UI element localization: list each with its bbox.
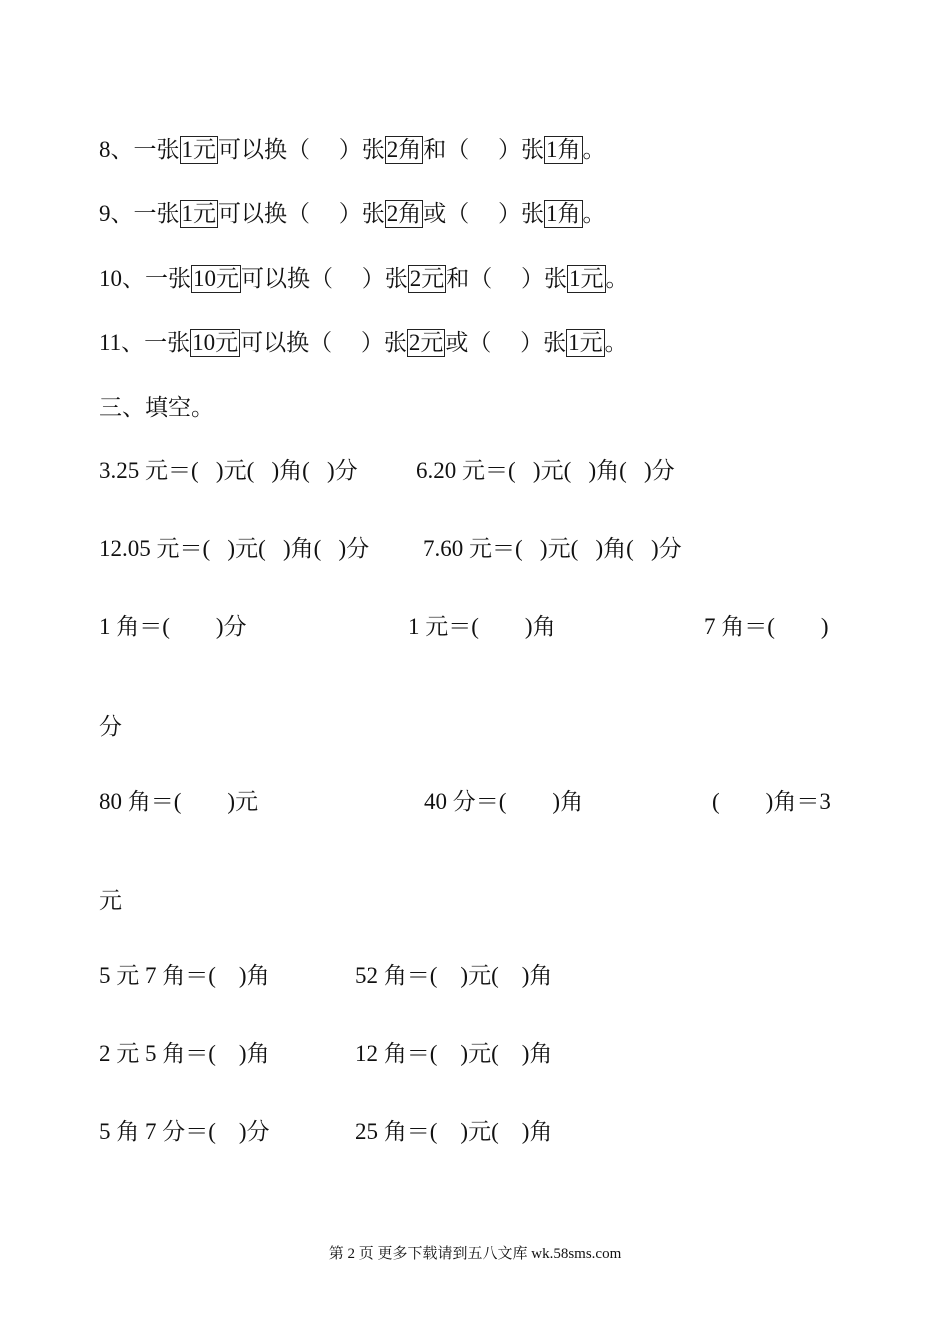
question-11 <box>99 328 628 358</box>
question-text: 或（ ）张 <box>423 201 544 226</box>
question-text: 。 <box>582 137 606 162</box>
question-text: 。 <box>582 201 606 226</box>
fill-item: 12 角＝( )元( )角 <box>355 1041 553 1066</box>
fill-item-wrap: 分 <box>99 714 122 739</box>
question-text: 或（ ）张 <box>445 330 567 355</box>
question-text: 10、一张 <box>99 266 191 291</box>
question-text: 8、一张 <box>99 137 180 162</box>
money-box: 1元 <box>181 137 216 162</box>
fill-item: 7.60 元＝( )元( )角( )分 <box>423 536 682 561</box>
money-box: 10元 <box>193 266 239 291</box>
fill-item: 2 元 5 角＝( )角 <box>99 1041 270 1066</box>
fill-item: ( )角＝3 <box>712 789 831 814</box>
question-text: 。 <box>604 330 628 355</box>
section-title: 三、填空。 <box>99 395 214 420</box>
question-text: 和（ ）张 <box>423 137 544 162</box>
fill-item: 3.25 元＝( )元( )角( )分 <box>99 458 358 483</box>
money-box: 1角 <box>546 201 581 226</box>
question-text: 和（ ）张 <box>446 266 567 291</box>
question-8 <box>99 135 606 165</box>
money-box: 2元 <box>409 266 445 291</box>
question-text: 可以换（ ）张 <box>218 137 385 162</box>
question-text: 可以换（ ）张 <box>240 330 407 355</box>
money-box: 2角 <box>386 137 422 162</box>
money-box: 1元 <box>569 266 604 291</box>
fill-item: 12.05 元＝( )元( )角( )分 <box>99 536 370 561</box>
money-box: 1元 <box>568 330 603 355</box>
question-9 <box>99 199 606 229</box>
fill-item: 1 元＝( )角 <box>408 614 556 639</box>
question-text: 9、一张 <box>99 201 180 226</box>
question-text: 11、一张 <box>99 330 191 355</box>
question-text: 可以换（ ）张 <box>241 266 408 291</box>
money-box: 10元 <box>192 330 239 355</box>
money-box: 2角 <box>386 201 422 226</box>
fill-item-wrap: 元 <box>99 888 122 913</box>
money-box: 2元 <box>408 330 444 355</box>
fill-item: 7 角＝( ) <box>704 614 829 639</box>
question-text: 可以换（ ）张 <box>218 201 385 226</box>
money-box: 1角 <box>546 137 581 162</box>
fill-item: 52 角＝( )元( )角 <box>355 963 553 988</box>
fill-item: 25 角＝( )元( )角 <box>355 1119 553 1144</box>
fill-item: 5 元 7 角＝( )角 <box>99 963 270 988</box>
question-text: 。 <box>605 266 629 291</box>
fill-item: 5 角 7 分＝( )分 <box>99 1119 270 1144</box>
page-footer: 第 2 页 更多下载请到五八文库 wk.58sms.com <box>328 1246 622 1262</box>
fill-item: 80 角＝( )元 <box>99 789 259 814</box>
fill-item: 1 角＝( )分 <box>99 614 247 639</box>
fill-item: 6.20 元＝( )元( )角( )分 <box>416 458 675 483</box>
fill-item: 40 分＝( )角 <box>424 789 584 814</box>
question-10 <box>99 264 629 294</box>
money-box: 1元 <box>181 201 216 226</box>
